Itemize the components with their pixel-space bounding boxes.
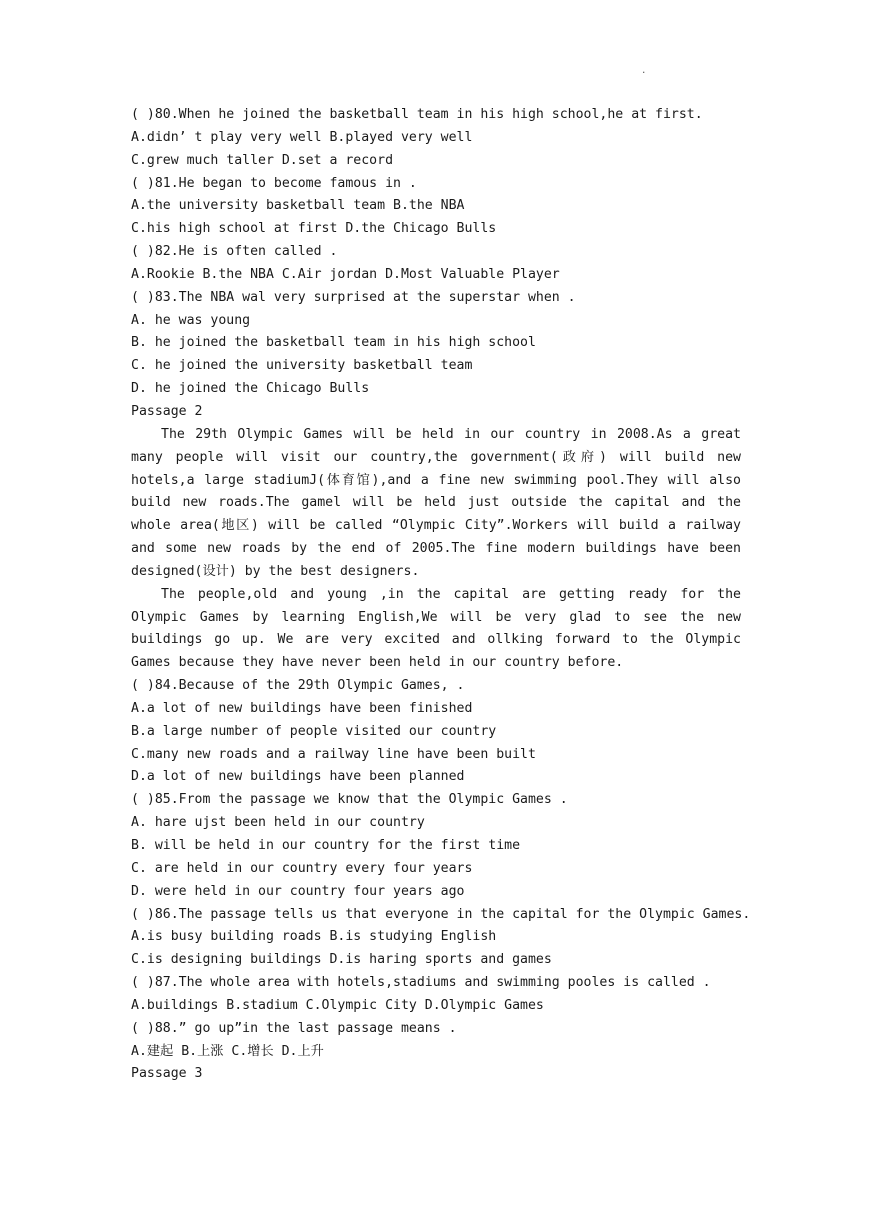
question-84: ( )84.Because of the 29th Olympic Games, . <box>131 678 465 694</box>
passage-2-paragraph-2: The people,old and young ,in the capital are getting ready for the Olympic Games by learning English,We will be very glad to see the new buildings go up. We are very excited and ollking forward to the Olympic Games because they have never been held in our country before. <box>131 586 741 671</box>
question-84-option-c: C.many new roads and a railway line have been built <box>131 746 536 762</box>
question-86-options-ab: A.is busy building roads B.is studying English <box>131 929 497 945</box>
passage-2-heading: Passage 2 <box>131 403 203 419</box>
passage-2-paragraph-1: The 29th Olympic Games will be held in our country in 2008.As a great many people will visit our country,the government(政府) will build new hotels,a large stadiumJ(体育馆),and a fine new swimming pool.They will also build new roads.The gamel will be held just outside the capital and the whole area(地区) will be called “Olympic City”.Workers will build a railway and some new roads by the end of 2005.The fine modern buildings have been designed(设计) by the best designers. <box>131 426 741 579</box>
question-85-option-a: A. hare ujst been held in our country <box>131 815 425 831</box>
question-83-option-d: D. he joined the Chicago Bulls <box>131 381 370 397</box>
question-85-option-d: D. were held in our country four years ago <box>131 883 465 899</box>
question-88: ( )88.” go up”in the last passage means . <box>131 1020 457 1036</box>
question-87-options: A.buildings B.stadium C.Olympic City D.Olympic Games <box>131 997 544 1013</box>
question-87: ( )87.The whole area with hotels,stadiums and swimming pooles is called . <box>131 975 711 991</box>
question-83-option-a: A. he was young <box>131 312 251 328</box>
question-88-options: A.建起 B.上涨 C.增长 D.上升 <box>131 1043 324 1059</box>
question-83-option-b: B. he joined the basketball team in his high school <box>131 335 536 351</box>
question-80-options-ab: A.didn’ t play very well B.played very well <box>131 129 473 145</box>
question-84-option-d: D.a lot of new buildings have been planned <box>131 769 465 785</box>
passage-3-heading: Passage 3 <box>131 1066 203 1082</box>
question-84-option-b: B.a large number of people visited our country <box>131 723 497 739</box>
question-85-option-c: C. are held in our country every four years <box>131 860 473 876</box>
question-81: ( )81.He began to become famous in . <box>131 175 417 191</box>
question-86: ( )86.The passage tells us that everyone in the capital for the Olympic Games. <box>131 906 751 922</box>
question-83-option-c: C. he joined the university basketball team <box>131 358 473 374</box>
question-85-option-b: B. will be held in our country for the first time <box>131 838 521 853</box>
question-83: ( )83.The NBA wal very surprised at the superstar when . <box>131 289 576 305</box>
question-81-options-cd: C.his high school at first D.the Chicago Bulls <box>131 221 497 237</box>
question-82: ( )82.He is often called . <box>131 244 338 260</box>
question-80: ( )80.When he joined the basketball team in his high school,he at first. <box>131 107 703 122</box>
page-mark: . <box>641 66 647 76</box>
question-80-options-cd: C.grew much taller D.set a record <box>131 152 394 168</box>
question-86-options-cd: C.is designing buildings D.is haring sports and games <box>131 952 552 968</box>
question-84-option-a: A.a lot of new buildings have been finished <box>131 700 473 716</box>
question-81-options-ab: A.the university basketball team B.the NBA <box>131 198 465 214</box>
document-body <box>131 104 751 1086</box>
question-82-options: A.Rookie B.the NBA C.Air jordan D.Most Valuable Player <box>131 266 560 282</box>
question-85: ( )85.From the passage we know that the Olympic Games . <box>131 792 568 808</box>
